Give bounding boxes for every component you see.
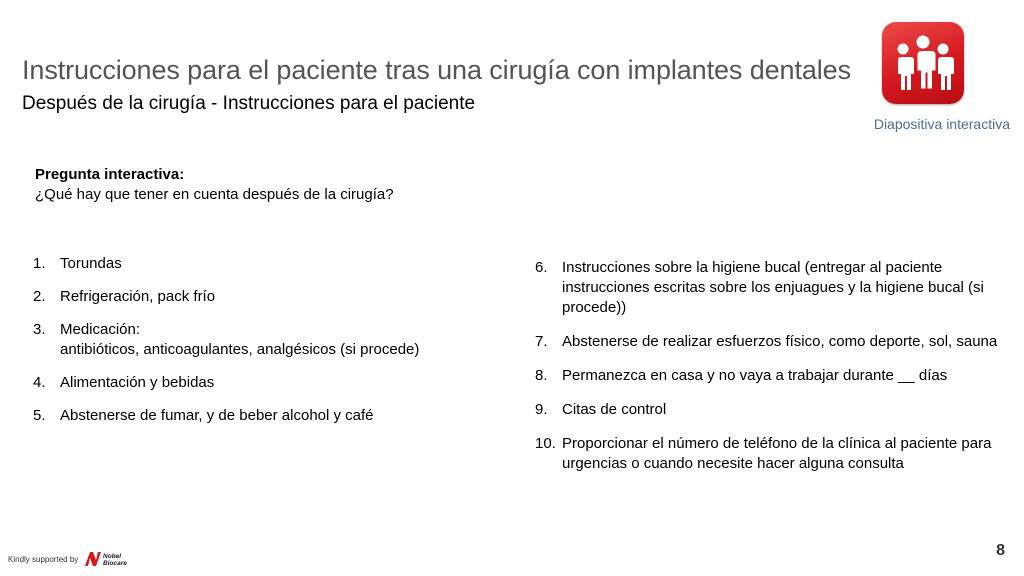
interactive-slide-label: Diapositiva interactiva	[873, 116, 1010, 132]
list-item-number: 5.	[33, 407, 46, 424]
list-item-number: 7.	[535, 333, 548, 350]
list-item	[535, 258, 1005, 318]
list-item-number: 1.	[33, 255, 46, 272]
list-item-text: Alimentación y bebidas	[60, 374, 215, 391]
list-item-number: 10.	[535, 435, 556, 452]
list-item	[33, 320, 503, 360]
list-item-text: Abstenerse de realizar esfuerzos físico, como deporte, sol, sauna	[562, 333, 998, 350]
list-item-number: 8.	[535, 367, 548, 384]
list-item	[33, 373, 503, 393]
instructions-list-right	[535, 258, 1005, 488]
interactive-question	[35, 165, 394, 205]
list-item-text: Instrucciones sobre la higiene bucal (entregar al paciente instrucciones escritas sobre los enjuagues y la higiene bucal (si procede))	[562, 259, 984, 316]
list-item	[535, 332, 1005, 352]
list-item	[33, 287, 503, 307]
page-number: 8	[996, 542, 1005, 559]
brand-line-2: Biocare	[103, 560, 128, 567]
list-item-text: Permanezca en casa y no vaya a trabajar durante __ días	[562, 367, 948, 384]
slide-subtitle: Después de la cirugía - Instrucciones para el paciente	[22, 93, 476, 114]
list-item-text: Citas de control	[562, 401, 667, 418]
list-item	[535, 400, 1005, 420]
list-item-number: 4.	[33, 374, 46, 391]
instructions-list-left	[33, 254, 503, 439]
list-item-text: Proporcionar el número de teléfono de la clínica al paciente para urgencias o cuando necesite hacer alguna consulta	[562, 435, 992, 472]
people-group-icon[interactable]	[882, 22, 964, 104]
question-text: ¿Qué hay que tener en cuenta después de la cirugía?	[35, 186, 394, 203]
list-item-number: 3.	[33, 321, 46, 338]
supported-by-text: Kindly supported by	[8, 554, 79, 564]
list-item-number: 9.	[535, 401, 548, 418]
list-item-text-detail: antibióticos, anticoagulantes, analgésicos (si procede)	[60, 341, 420, 358]
nobel-biocare-logo-mark	[84, 551, 132, 567]
list-item-text: Torundas	[60, 255, 122, 272]
list-item-text: Medicación:	[60, 321, 141, 338]
list-item-text: Abstenerse de fumar, y de beber alcohol y café	[60, 407, 374, 424]
list-item	[33, 254, 503, 274]
nobel-biocare-logo	[84, 551, 132, 567]
people-group-icon-svg	[882, 22, 964, 104]
list-item-number: 6.	[535, 259, 548, 276]
brand-line-1: Nobel	[103, 553, 122, 560]
footer-sponsor	[8, 551, 132, 567]
list-item-number: 2.	[33, 288, 46, 305]
list-item	[33, 406, 503, 426]
slide-title: Instrucciones para el paciente tras una cirugía con implantes dentales	[22, 55, 851, 85]
list-item	[535, 366, 1005, 386]
list-item-text: Refrigeración, pack frío	[60, 288, 216, 305]
list-item	[535, 434, 1005, 474]
question-heading: Pregunta interactiva:	[35, 166, 185, 183]
